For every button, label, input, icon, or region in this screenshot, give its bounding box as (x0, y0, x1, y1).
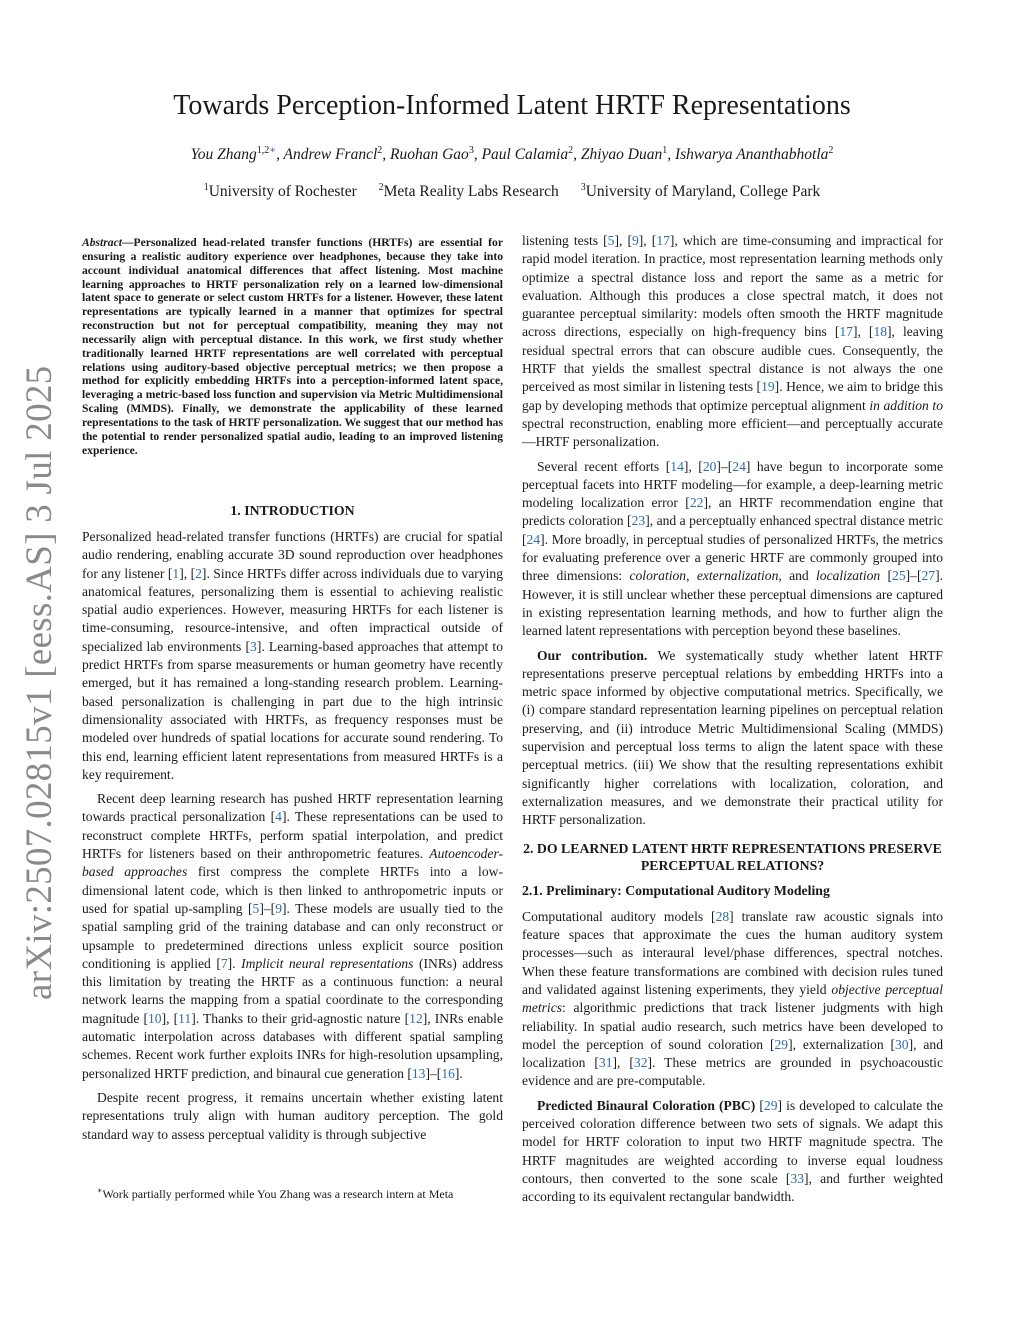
intro-section (82, 502, 503, 1144)
footnote: ∗Work partially performed while You Zhang was a research intern at Meta (97, 1186, 454, 1201)
paragraph: Predicted Binaural Coloration (PBC) [29] is developed to calculate the perceived coloration difference between two sets of signals. We adapt this model for HRTF coloration to input two HRTF magnitude spectra. The HRTF magnitudes are weighted according to inverse equal loudness contours, then converted to the sone scale [33], and further weighted according to its equivalent rectangular bandwidth. (522, 1097, 944, 1205)
author: Paul Calamia (481, 146, 569, 164)
author: Andrew Francl (283, 146, 378, 164)
author: Ishwarya Ananthabhotla (674, 146, 829, 164)
paragraph: Our contribution. We systematically study whether latent HRTF representations preserve perceptual relations by embedding HRTFs into a metric space informed by objective computational metrics. Specifically, we (i) compare standard representation learning pipelines on perceptual relation preserving, and (ii) introduce Metric Multidimensional Scaling (MMDS) supervision and perceptual loss terms to align the latent space with these perceptual metrics. (iii) We show that the resulting representations exhibit significantly higher correlations with localization, coloration, and externalization measures, and we demonstrate their practical utility for HRTF personalization. (522, 647, 943, 828)
paragraph: Recent deep learning research has pushed HRTF representation learning towards practical personalization [4]. These representations can be used to reconstruct complete HRTFs, perform spatial interpolation, and predict HRTFs for listeners based on their anthropometric features. Autoencoder-based approaches first compress the complete HRTFs into a low-dimensional latent code, which is then linked to anthropometric inputs or used for spatial up-sampling [5]–[9]. These models are usually tied to the spatial sampling grid of the training database and can only reconstruct or upsample to predetermined directions unless explicit source position conditioning is applied [7]. Implicit neural representations (INRs) address this limitation by treating the HRTF as a continuous function: a neural network learns the mapping from a spatial coordinate to the corresponding magnitude [10], [11]. Thanks to their grid-agnostic nature [12], INRs enable automatic interpolation across databases with different spatial sampling schemes. Recent work further exploits INRs for high-resolution upsampling, personalized HRTF prediction, and binaural cue generation [13]–[16]. (82, 791, 504, 1081)
paragraph: listening tests [5], [9], [17], which are time-consuming and impractical for rapid model iteration. In practice, most representation learning methods only optimize a spectral distance loss and report the same as a metric for evaluation. Although this produces a close spectral match, it does not guarantee perceptual similarity: models often smooth the HRTF magnitude across directions, especially on high-frequency bins [17], [18], leaving residual spectral errors that can obscure audible cues. Consequently, the HRTF that yields the smallest spectral distance is not always the one perceived as most similar in listening tests [19]. Hence, we aim to bridge this gap by developing methods that optimize perceptual alignment in addition to spectral reconstruction, enabling more efficient—and perceptually accurate—HRTF personalization. (522, 233, 944, 450)
affiliation: $^2$Meta Reality Labs Research (378, 182, 559, 201)
author-list: You Zhang$^{1,2∗}$, Andrew Francl$^2$, Ruohan Gao$^3$, Paul Calamia$^2$, Zhiyao Duan$^1$, Ishwarya Ananthabhotla$^2$ (190, 145, 834, 164)
abstract-text: —Personalized head-related transfer functions (HRTFs) are essential for ensuring a realistic auditory experience over headphones, because they take into account individual anatomical differences that affect listening. Most machine learning approaches to HRTF personalization rely on a learned low-dimensional latent space to generate or select custom HRTFs for a listener. However, these latent representations are typically learned in a manner that optimizes for spectral reconstruction but not for perceptual compatibility, meaning they may not necessarily align with perceptual distance. In this work, we first study whether traditionally learned HRTF representations are well correlated with perceptual relations using auditory-based objective perceptual metrics; we then propose a method for explicitly embedding HRTFs into a perception-informed latent space, leveraging a metric-based loss function and supervision via Metric Multidimensional Scaling (MMDS). Finally, we demonstrate the applicability of these learned representations to the task of HRTF personalization. We suggest that our method has the potential to render personalized spatial audio, leading to an improved listening experience. (82, 236, 503, 457)
section-heading: 2. DO LEARNED LATENT HRTF REPRESENTATIONS PRESERVE PERCEPTUAL RELATIONS? (523, 840, 942, 873)
paragraph: Several recent efforts [14], [20]–[24] have begun to incorporate some perceptual facets into HRTF modeling—for example, a deep-learning metric modeling localization error [22], an HRTF recommendation engine that predicts coloration [23], and a perceptually enhanced spectral distance metric [24]. More broadly, in perceptual studies of personalized HRTFs, the metrics for evaluating preference over a generic HRTF are commonly grouped into three dimensions: coloration, externalization, and localization [25]–[27]. However, it is still unclear whether these perceptual dimensions are captured in existing representation learning methods, and how to further align the learned latent representations with perception beyond these baselines. (522, 458, 944, 639)
paragraph: Personalized head-related transfer functions (HRTFs) are crucial for spatial audio rendering, enabling accurate 3D sound reproduction over headphones for any listener [1], [2]. Since HRTFs differ across individuals due to varying anatomical features, personalizing them is essential to achieving realistic spatial audio experiences. However, measuring HRTFs for each listener is time-consuming, resource-intensive, and often impractical outside of specialized lab environments [3]. Learning-based approaches that attempt to predict HRTFs from sparse measurements or human geometry have recently emerged, but it has remained a long-standing research problem. Learning-based personalization is challenging in part due to the high intrinsic dimensionality associated with HRTFs, as frequency responses must be modeled over hundreds of spatial locations for accurate sound rendering. To this end, learning efficient latent representations from measured HRTFs is a key requirement. (82, 529, 504, 782)
author: Ruohan Gao (390, 146, 469, 164)
affiliation: $^1$University of Rochester (203, 182, 357, 201)
right-column (522, 232, 943, 1207)
affiliation: $^3$University of Maryland, College Park (580, 182, 821, 201)
footnote-mark[interactable]: ∗ (269, 145, 277, 156)
paragraph: Despite recent progress, it remains uncertain whether existing latent representations truly align with human auditory perception. The gold standard way to assess perceptual validity is through subjective (82, 1089, 503, 1142)
arxiv-identifier: arXiv:2507.02815v1 [eess.AS] 3 Jul 2025 (19, 365, 60, 1000)
paper-title: Towards Perception-Informed Latent HRTF Representations (173, 90, 851, 121)
abstract (82, 236, 503, 458)
affiliations (0, 182, 1024, 201)
author: You Zhang (190, 146, 257, 164)
section-heading: 1. INTRODUCTION (230, 503, 355, 518)
abstract-lead: Abstract (82, 236, 122, 249)
paragraph: Computational auditory models [28] translate raw acoustic signals into feature spaces that approximate the cues the human auditory system processes—such as interaural level/phase differences, spectral notches. When these feature transformations are combined with decision rules tuned and validated against listening experiments, they yield objective perceptual metrics: algorithmic predictions that track listener judgments with high reliability. In spatial audio research, such metrics have been developed to model the perception of sound coloration [29], externalization [30], and localization [31], [32]. These metrics are grounded in psychoacoustic evidence and are pre-computable. (522, 908, 943, 1089)
subsection-heading: 2.1. Preliminary: Computational Auditory Modeling (522, 882, 830, 898)
author: Zhiyao Duan (580, 146, 663, 164)
